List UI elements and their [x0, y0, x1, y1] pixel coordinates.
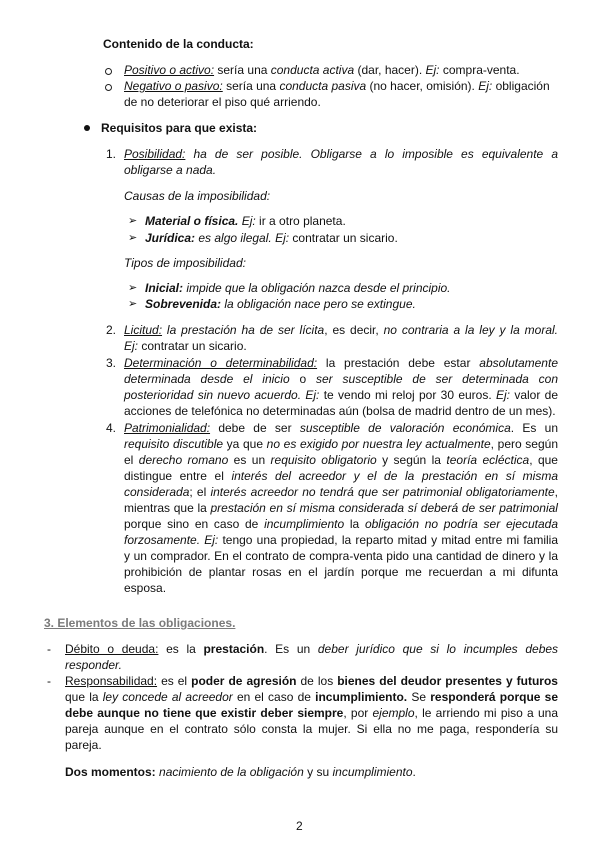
- term-debito: Débito o deuda:: [65, 642, 159, 656]
- ej-label: Ej:: [301, 388, 320, 402]
- responsabilidad-line5: pareja.: [65, 738, 102, 752]
- text: valor de: [510, 388, 559, 402]
- req4-line7: [124, 516, 558, 532]
- debito-line1: [65, 641, 558, 657]
- req4-line11: esposa.: [124, 581, 167, 595]
- causa-material: [145, 213, 346, 229]
- text: .: [412, 765, 416, 779]
- text: , que: [529, 453, 558, 467]
- text: te vendo mi reloj por 30 euros.: [319, 388, 496, 402]
- text-bold: poder de agresión: [191, 674, 297, 688]
- text: , le arriendo mi piso a una: [414, 706, 558, 720]
- responsabilidad-line1: [65, 673, 558, 689]
- text-italic: es algo ilegal.: [195, 231, 276, 245]
- text-italic: deber jurídico que si lo incumples debes: [317, 642, 559, 656]
- req4-line8: [124, 532, 558, 548]
- contenido-item-negativo: [124, 78, 550, 94]
- text: obligación: [492, 79, 550, 93]
- ej-label: Ej:: [275, 231, 290, 245]
- tipos-heading: Tipos de imposibilidad:: [124, 256, 246, 270]
- req3-line2: [124, 371, 558, 387]
- text: ,: [554, 485, 558, 499]
- ej-label: Ej:: [425, 63, 440, 77]
- text: tengo una propiedad, la reparto mitad y mitad entre mi familia: [218, 533, 558, 547]
- text: es la: [158, 642, 204, 656]
- arrow-bullet-icon: ➢: [128, 282, 138, 294]
- text: mientras que la: [124, 501, 211, 515]
- text: , pero según: [490, 437, 559, 451]
- text: y según la: [376, 453, 447, 467]
- responsabilidad-line4: pareja aunque en el contrato sólo consta la mujer. Si ella no me paga, respondería su: [65, 722, 558, 736]
- text: contratar un sicario.: [138, 339, 247, 353]
- text-italic: requisito obligatorio: [270, 453, 377, 467]
- text: o: [289, 372, 316, 386]
- text-italic: incumplimiento: [332, 765, 413, 779]
- text: de los: [296, 674, 338, 688]
- tipo-sobrevenida: [145, 296, 416, 312]
- text-italic: no es exigido por nuestra ley actualmente: [266, 437, 491, 451]
- list-number: 4.: [106, 421, 117, 435]
- text: contratar un sicario.: [289, 231, 398, 245]
- list-number: 1.: [106, 147, 117, 161]
- term-juridica: Jurídica:: [145, 231, 196, 245]
- text: distingue entre el: [124, 469, 232, 483]
- term-patrimonialidad: Patrimonialidad:: [124, 421, 211, 435]
- arrow-bullet-icon: ➢: [128, 215, 138, 227]
- text: porque sino en caso de: [124, 517, 265, 531]
- req4-line5: [124, 484, 558, 500]
- text: es el: [157, 674, 192, 688]
- text-bold: incumplimiento.: [315, 690, 408, 704]
- req3-line3: [124, 387, 558, 403]
- req4-line4: [124, 468, 558, 484]
- req3-line4: acciones de telefónica no determinadas aún (bolsa de madrid dentro de un mes).: [124, 404, 556, 418]
- text: debe de ser: [210, 421, 300, 435]
- text: compra-venta.: [439, 63, 520, 77]
- ej-label: Ej:: [478, 79, 493, 93]
- term-posibilidad: Posibilidad:: [124, 147, 186, 161]
- text-italic: nacimiento de la obligación: [155, 765, 304, 779]
- text: ir a otro planeta.: [255, 214, 346, 228]
- req4-line6: [124, 500, 558, 516]
- text: sería una: [222, 79, 280, 93]
- text-italic: ser susceptible de ser determinada con: [316, 372, 559, 386]
- term-positivo: Positivo o activo:: [124, 63, 215, 77]
- text-italic: obligación no podría ser ejecutada: [364, 517, 559, 531]
- text: el: [124, 453, 139, 467]
- circle-bullet-icon: [105, 68, 112, 75]
- req1-line1: [124, 146, 558, 162]
- text-italic: absolutamente: [479, 356, 558, 370]
- arrow-bullet-icon: ➢: [128, 298, 138, 310]
- text-italic: susceptible de valoración económica: [299, 421, 511, 435]
- text-italic: posterioridad sin nuevo acuerdo.: [124, 388, 302, 402]
- text-bold: responderá porque se: [430, 690, 558, 704]
- term-sobrevenida: Sobrevenida:: [145, 297, 222, 311]
- text-italic: conducta activa: [270, 63, 355, 77]
- text-italic: interés acreedor no tendrá que ser patrimonial obligatoriamente: [210, 485, 555, 499]
- text: ha de ser posible. Obligarse a lo imposible es equivalente a: [185, 147, 558, 161]
- term-material: Material o física.: [145, 214, 239, 228]
- req4-line2: [124, 436, 558, 452]
- req4-line1: [124, 420, 558, 436]
- circle-bullet-icon: [105, 84, 112, 91]
- text-italic: ley concede al acreedor: [102, 690, 233, 704]
- req1-line2: obligarse a nada.: [124, 163, 217, 177]
- causas-heading: Causas de la imposibilidad:: [124, 189, 271, 203]
- list-number: 2.: [106, 323, 117, 337]
- text-italic: no contraria a la ley y la moral.: [383, 323, 559, 337]
- contenido-heading: Contenido de la conducta:: [103, 37, 254, 51]
- text-bold: prestación: [203, 642, 265, 656]
- text-italic: la obligación nace pero se extingue.: [221, 297, 416, 311]
- text-italic: conducta pasiva: [279, 79, 367, 93]
- text-italic: impide que la obligación nazca desde el principio.: [183, 281, 451, 295]
- term-negativo: Negativo o pasivo:: [124, 79, 223, 93]
- text-bold: bienes del deudor presentes y futuros: [337, 674, 558, 688]
- req2-line2: [124, 338, 247, 354]
- text: la: [344, 517, 365, 531]
- text: Se: [407, 690, 431, 704]
- responsabilidad-line2: [65, 689, 558, 705]
- dos-momentos: [65, 764, 416, 780]
- text: que la: [65, 690, 103, 704]
- requisitos-heading: Requisitos para que exista:: [101, 121, 258, 135]
- text-italic: derecho romano: [138, 453, 229, 467]
- label-bold: Dos momentos:: [65, 765, 156, 779]
- text-italic: la prestación ha de ser lícita: [162, 323, 325, 337]
- text-italic: considerada: [124, 485, 190, 499]
- ej-label: Ej:: [124, 339, 139, 353]
- ej-label: Ej:: [496, 388, 511, 402]
- ej-label: . Ej:: [196, 533, 219, 547]
- term-licitud: Licitud:: [124, 323, 163, 337]
- text: sería una: [214, 63, 271, 77]
- dash-bullet: -: [47, 642, 51, 656]
- text: . Es un: [264, 642, 318, 656]
- text-italic: forzosamente: [124, 533, 197, 547]
- text: ; el: [189, 485, 211, 499]
- term-responsabilidad: Responsabilidad:: [65, 674, 158, 688]
- text: es un: [228, 453, 271, 467]
- dash-bullet: -: [47, 674, 51, 688]
- contenido-item-negativo-line2: de no deteriorar el piso qué arriendo.: [124, 95, 321, 109]
- list-number: 3.: [106, 356, 117, 370]
- contenido-item-positivo: [124, 62, 520, 78]
- req4-line10: prohibición de plantar rosas en el jardín porque me recuerdan a mi difunta: [124, 565, 558, 579]
- causa-juridica: [145, 230, 398, 246]
- term-determinacion: Determinación o determinabilidad:: [124, 356, 318, 370]
- text: (dar, hacer).: [354, 63, 426, 77]
- text-bold: debe aunque no tiene que existir deber siempre: [65, 706, 344, 720]
- text-italic: incumplimiento: [264, 517, 345, 531]
- text: y su: [303, 765, 333, 779]
- section-heading: 3. Elementos de las obligaciones.: [44, 616, 236, 630]
- term-inicial: Inicial:: [145, 281, 184, 295]
- disc-bullet-icon: [84, 125, 90, 131]
- req3-line1: [124, 355, 558, 371]
- text: en el caso de: [232, 690, 316, 704]
- responsabilidad-line3: [65, 705, 558, 721]
- text-italic: prestación en sí misma considerada sí deberá de ser patrimonial: [210, 501, 558, 515]
- text: . Es un: [510, 421, 558, 435]
- req2-line1: [124, 322, 558, 338]
- text: la prestación debe estar: [317, 356, 480, 370]
- text-italic: teoría ecléctica: [446, 453, 530, 467]
- text-italic: determinada desde el inicio: [124, 372, 290, 386]
- text: , es decir,: [324, 323, 384, 337]
- page-number: 2: [296, 819, 303, 833]
- tipo-inicial: [145, 280, 451, 296]
- text-italic: ejemplo: [372, 706, 415, 720]
- text-italic: interés del acreedor y el de la prestación en sí misma: [231, 469, 558, 483]
- req4-line9: y un comprador. En el contrato de compra-venta pido una cantidad de dinero y la: [124, 549, 558, 563]
- debito-line2: responder.: [65, 658, 122, 672]
- text: , por: [343, 706, 373, 720]
- ej-label: Ej:: [238, 214, 256, 228]
- text: ya que: [223, 437, 267, 451]
- arrow-bullet-icon: ➢: [128, 232, 138, 244]
- text: (no hacer, omisión).: [366, 79, 479, 93]
- req4-line3: [124, 452, 558, 468]
- text-italic: requisito discutible: [124, 437, 224, 451]
